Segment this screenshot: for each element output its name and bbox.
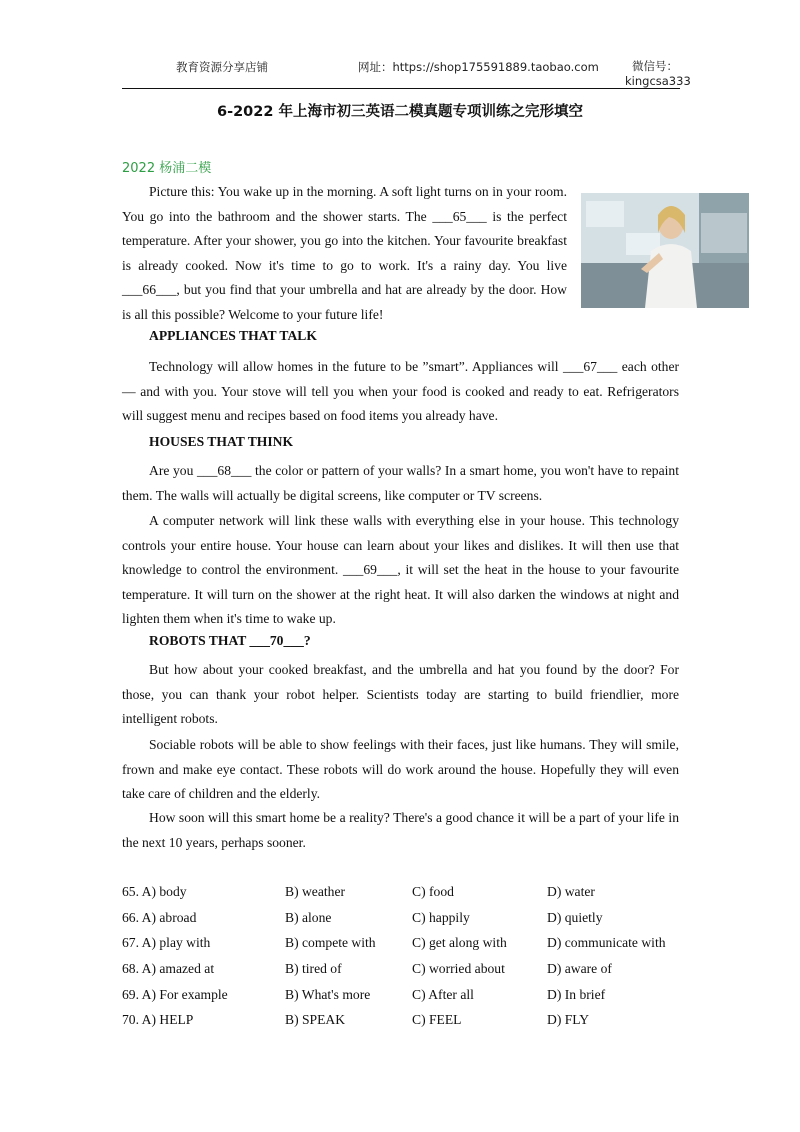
option-66-d: D) quietly <box>547 910 603 925</box>
option-68-d: D) aware of <box>547 961 612 976</box>
option-69-a: 69. A) For example <box>122 987 228 1002</box>
option-68-b: B) tired of <box>285 961 342 976</box>
heading-houses: HOUSES THAT THINK <box>149 434 294 449</box>
option-69-c: C) After all <box>412 987 474 1002</box>
option-68-a: 68. A) amazed at <box>122 961 215 976</box>
wechat-id: kingcsa333 <box>625 74 691 88</box>
option-66-c: C) happily <box>412 910 470 925</box>
option-70-a: 70. A) HELP <box>122 1012 194 1027</box>
option-67-a: 67. A) play with <box>122 935 211 950</box>
option-65-d: D) water <box>547 884 595 899</box>
heading-appliances: APPLIANCES THAT TALK <box>149 328 317 343</box>
option-67-b: B) compete with <box>285 935 376 950</box>
option-65-c: C) food <box>412 884 454 899</box>
option-70-c: C) FEEL <box>412 1012 462 1027</box>
option-70-d: D) FLY <box>547 1012 590 1027</box>
paragraph-3: Are you ___68___ the color or pattern of your walls? In a smart home, you won't have to repaint them. The walls will actually be digital screens, like computer or TV screens. <box>122 463 679 503</box>
page-header <box>122 56 691 90</box>
option-67-c: C) get along with <box>412 935 507 950</box>
option-69-b: B) What's more <box>285 987 371 1002</box>
wechat-info <box>625 59 691 89</box>
paragraph-2: Technology will allow homes in the future to be ”smart”. Appliances will ___67___ each other — and with you. Your stove will tell you when your food is cooked and ready to eat. Refrigerators will suggest menu and recipes based on food items you already have. <box>122 359 679 424</box>
page-title: 6-2022 年上海市初三英语二模真题专项训练之完形填空 <box>216 104 583 120</box>
option-69-d: D) In brief <box>547 987 606 1002</box>
option-66-a: 66. A) abroad <box>122 910 197 925</box>
wechat-label: 微信号： <box>632 59 678 73</box>
paragraph-5: But how about your cooked breakfast, and the umbrella and hat you found by the door? For those, you can thank your robot helper. Scientists today are starting to build friendlier, more intelligent robots. <box>122 662 679 727</box>
header-divider <box>122 88 680 89</box>
paragraph-6: Sociable robots will be able to show feelings with their faces, just like humans. They will smile, frown and make eye contact. These robots will do work around the house. Hopefully they will even take care of children and the elderly. <box>122 737 679 802</box>
option-65-a: 65. A) body <box>122 884 187 899</box>
option-70-b: B) SPEAK <box>285 1012 346 1027</box>
section-label: 2022 杨浦二模 <box>122 161 212 176</box>
shop-name: 教育资源分享店铺 <box>176 60 268 74</box>
option-67-d: D) communicate with <box>547 935 666 950</box>
option-65-b: B) weather <box>285 884 346 899</box>
option-66-b: B) alone <box>285 910 332 925</box>
paragraph-1: Picture this: You wake up in the morning. A soft light turns on in your room. You go into the bathroom and the shower starts. The ___65___ is the perfect temperature. After your shower, you go into the kitchen. Your favourite breakfast is already cooked. Now it's time to go to work. It's a rainy day. You live ___66___, but you find that your umbrella and hat are already by the door. How is all this possible? Welcome to your future life! <box>122 184 567 322</box>
shop-url: 网址：https://shop175591889.taobao.com <box>358 60 599 74</box>
option-68-c: C) worried about <box>412 961 505 976</box>
paragraph-7: How soon will this smart home be a reality? There's a good chance it will be a part of your life in the next 10 years, perhaps sooner. <box>122 810 679 850</box>
heading-robots: ROBOTS THAT ___70___? <box>149 633 311 648</box>
paragraph-4: A computer network will link these walls with everything else in your house. This technology controls your entire house. Your house can learn about your likes and dislikes. It will then use that knowledge to control the environment. ___69___, it will set the heat in the house to your favourite temperature. It will turn on the shower at the right heat. It will also darken the windows at night and lighten them when it's time to wake up. <box>122 513 679 627</box>
kitchen-photo <box>581 193 749 308</box>
